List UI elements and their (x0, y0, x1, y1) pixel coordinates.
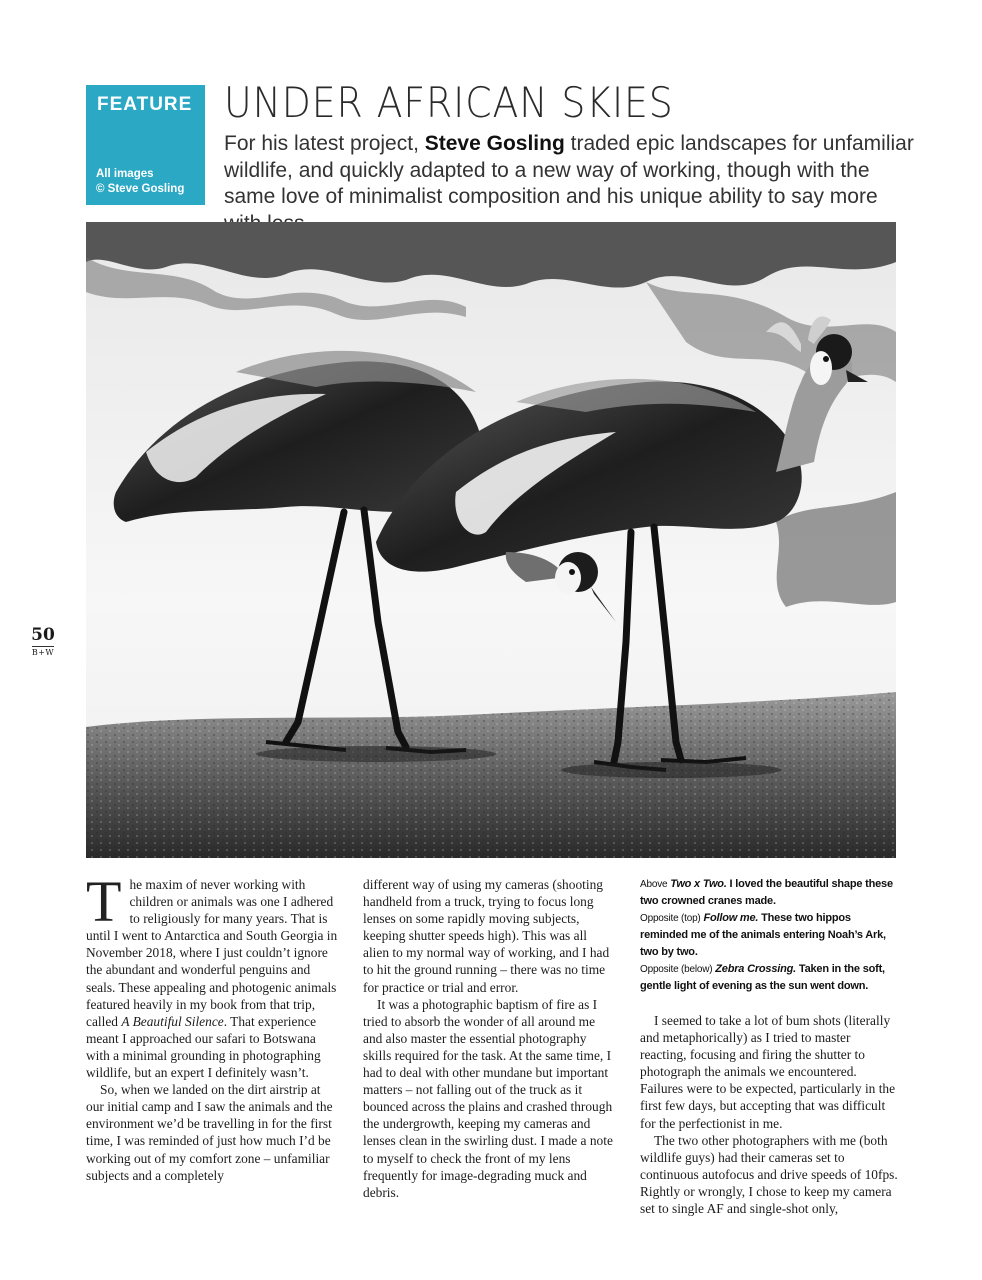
paragraph: So, when we landed on the dirt airstrip at our initial camp and I saw the animals and the environment we’d be travelling in for the first time, I was reminded of just how much I’d be working out of my comfort zone – unfamiliar subjects and a completely (86, 1082, 333, 1183)
section-label: FEATURE (97, 94, 193, 115)
paragraph-lead: he maxim of never working with children or animals was one I adhered to religiously for many years. That is until I went to Antarctica and South Georgia in November 2018, where I just couldn’t ignore the abundant and wonderful penguins and seals. These appealing and photogenic animals featured heavily in my book from that trip, called (86, 877, 338, 1029)
headline: UNDER AFRICAN SKIES (224, 78, 674, 127)
caption-title: Zebra Crossing. (715, 963, 797, 975)
photo-captions (640, 876, 898, 995)
credit-line-1: All images (96, 168, 154, 180)
credit-line-2: © Steve Gosling (96, 183, 185, 195)
page-number: 50 (31, 625, 55, 645)
caption-label: Opposite (top) (640, 913, 701, 924)
paragraph (86, 869, 338, 1081)
section-badge (86, 85, 205, 205)
caption-opposite-top (640, 910, 898, 961)
caption-title: Two x Two. (670, 878, 727, 890)
caption-text: I loved the beautiful shape these two crowned cranes made. (640, 878, 893, 907)
book-title: A Beautiful Silence (121, 1013, 224, 1029)
caption-label: Opposite (below) (640, 964, 713, 975)
magazine-mark: B+W (31, 648, 55, 657)
article-column-1 (86, 869, 338, 1184)
caption-opposite-below (640, 961, 898, 995)
folio (30, 625, 56, 657)
paragraph-tail: . That experience meant I approached our safari to Botswana with a minimal grounding in photographing wildlife, but an expert I definitely wasn’t. (86, 1013, 321, 1081)
caption-above (640, 876, 898, 910)
article-column-2 (363, 876, 615, 1201)
crowned-cranes-photo (86, 222, 896, 858)
caption-title: Follow me. (703, 912, 759, 924)
paragraph: The two other photographers with me (both wildlife guys) had their cameras set to continuous autofocus and drive speeds of 10fps. Rightly or wrongly, I chose to keep my camera set to single AF and single-shot only, (640, 1132, 898, 1217)
caption-text: These two hippos reminded me of the animals entering Noah’s Ark, two by two. (640, 912, 886, 958)
standfirst-before: For his latest project, (224, 132, 419, 155)
caption-label: Above (640, 879, 668, 890)
paragraph: different way of using my cameras (shooting handheld from a truck, trying to focus long lenses on some rapidly moving subjects, keeping shutter speeds high). This was all alien to my normal way of working, and I had to hit the ground running – there was no time for practice or trial and error. (363, 877, 610, 995)
paragraph: It was a photographic baptism of fire as I tried to absorb the wonder of all around me and also master the essential photography skills required for the task. At the same time, I had to deal with other mundane but important matters – not falling out of the truck as it bounced across the plains and crashed through the undergrowth, keeping my cameras and lenses clean in the swirling dust. I made a note to myself to check the front of my lens frequently for image-degrading muck and debris. (363, 996, 613, 1200)
article-column-3 (640, 876, 898, 1217)
standfirst-after: traded epic landscapes for unfamiliar wildlife, and quickly adapted to a new way of working, though with the same love of minimalist composition and his unique ability to say more (224, 132, 914, 208)
caption-text: Taken in the soft, gentle light of evening as the sun went down. (640, 963, 885, 992)
paragraph: I seemed to take a lot of bum shots (literally and metaphorically) as I tried to master reacting, focusing and firing the shutter to photograph the animals we encountered. Failures were to be expected, particularly in the first few days, but accepting that was difficult for the perfectionist in me. (640, 1013, 896, 1131)
drop-cap: T (86, 869, 122, 934)
photographer-name: Steve Gosling (424, 132, 565, 155)
folio-rule (32, 646, 54, 647)
photo-credit (96, 167, 184, 197)
